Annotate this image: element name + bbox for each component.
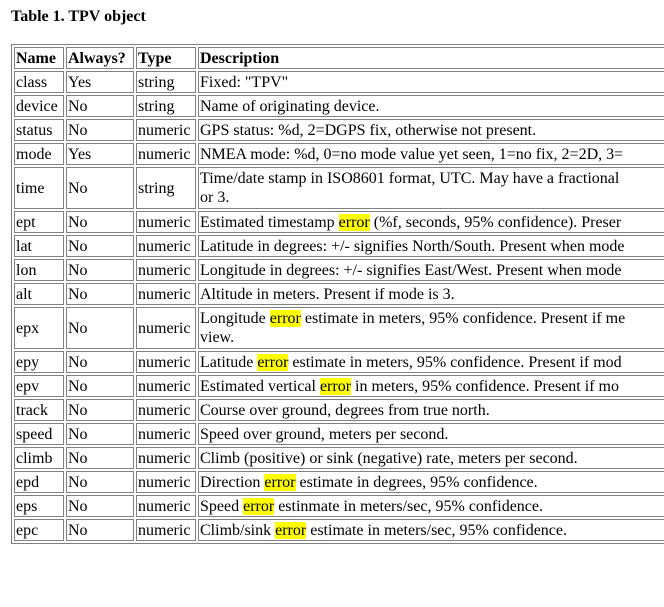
description-text: Course over ground, degrees from true north. [200, 401, 490, 419]
cell-always: No [66, 119, 134, 141]
table-row [14, 423, 664, 445]
header-always: Always? [66, 47, 134, 69]
search-highlight: error [338, 213, 370, 231]
cell-always: No [66, 235, 134, 257]
cell-type: numeric [136, 375, 196, 397]
description-text: (%f, seconds, 95% confidence). Preser [369, 213, 622, 231]
table-row [14, 259, 664, 281]
search-highlight: error [243, 497, 275, 515]
cell-type: numeric [136, 235, 196, 257]
cell-description [198, 71, 664, 93]
description-text: Direction [200, 473, 265, 491]
cell-name: ept [14, 211, 64, 233]
cell-always: No [66, 471, 134, 493]
table-row [14, 95, 664, 117]
cell-always: No [66, 259, 134, 281]
description-text: Fixed: "TPV" [200, 73, 289, 91]
table-header-row [14, 47, 664, 69]
cell-description [198, 283, 664, 305]
description-text-line2: view. [200, 329, 235, 346]
cell-always: Yes [66, 143, 134, 165]
cell-type: numeric [136, 495, 196, 517]
cell-always: No [66, 283, 134, 305]
description-text: Name of originating device. [200, 97, 380, 115]
description-text: estimate in meters/sec, 95% confidence. [306, 521, 568, 539]
cell-name: mode [14, 143, 64, 165]
header-name: Name [14, 47, 64, 69]
search-highlight: error [257, 353, 289, 371]
cell-description [198, 95, 664, 117]
cell-always: No [66, 307, 134, 349]
search-highlight: error [264, 473, 296, 491]
cell-description [198, 259, 664, 281]
cell-type: numeric [136, 119, 196, 141]
cell-description [198, 423, 664, 445]
cell-type: numeric [136, 399, 196, 421]
cell-always: No [66, 399, 134, 421]
cell-type: numeric [136, 447, 196, 469]
cell-always: No [66, 519, 134, 541]
description-text: Estimated vertical [200, 377, 320, 395]
description-text: Estimated timestamp [200, 213, 339, 231]
description-text: Longitude in degrees: +/- signifies East/West. Present when mode [200, 261, 622, 279]
cell-name: epy [14, 351, 64, 373]
cell-always: No [66, 495, 134, 517]
cell-type: numeric [136, 423, 196, 445]
description-text: GPS status: %d, 2=DGPS fix, otherwise not present. [200, 121, 537, 139]
cell-description [198, 471, 664, 493]
cell-always: No [66, 375, 134, 397]
cell-type: string [136, 95, 196, 117]
search-highlight: error [275, 521, 307, 539]
search-highlight: error [319, 377, 352, 395]
header-description: Description [198, 47, 664, 69]
cell-type: string [136, 167, 196, 209]
cell-name: track [14, 399, 64, 421]
cell-type: numeric [136, 143, 196, 165]
cell-name: epv [14, 375, 64, 397]
cell-type: numeric [136, 351, 196, 373]
cell-always: No [66, 95, 134, 117]
cell-name: device [14, 95, 64, 117]
cell-name: status [14, 119, 64, 141]
cell-description [198, 167, 664, 209]
description-text: in meters, 95% confidence. Present if mo [351, 377, 619, 395]
description-text: Latitude in degrees: +/- signifies North/South. Present when mode [200, 237, 625, 255]
cell-type: numeric [136, 307, 196, 349]
header-type: Type [136, 47, 196, 69]
cell-type: numeric [136, 259, 196, 281]
cell-name: epx [14, 307, 64, 349]
description-text: estimate in meters, 95% confidence. Present if me [300, 310, 626, 327]
cell-type: numeric [136, 283, 196, 305]
table-row [14, 307, 664, 349]
description-text: Altitude in meters. Present if mode is 3. [200, 285, 455, 303]
table-row [14, 399, 664, 421]
description-text: Speed over ground, meters per second. [200, 425, 449, 443]
table-row [14, 211, 664, 233]
description-text: Climb/sink [200, 521, 276, 539]
cell-name: epc [14, 519, 64, 541]
table-row [14, 375, 664, 397]
cell-type: numeric [136, 471, 196, 493]
cell-description [198, 307, 664, 349]
description-text: estimate in meters, 95% confidence. Present if mod [288, 353, 622, 371]
cell-name: alt [14, 283, 64, 305]
cell-description [198, 375, 664, 397]
tpv-table [11, 44, 664, 544]
table-body [14, 71, 664, 541]
cell-always: No [66, 423, 134, 445]
cell-always: No [66, 211, 134, 233]
table-row [14, 167, 664, 209]
table-caption: Table 1. TPV object [11, 8, 146, 25]
description-text: Climb (positive) or sink (negative) rate, meters per second. [200, 449, 578, 467]
cell-description [198, 447, 664, 469]
table-row [14, 283, 664, 305]
table-row [14, 519, 664, 541]
cell-name: lat [14, 235, 64, 257]
cell-description [198, 351, 664, 373]
description-text-line2: or 3. [200, 189, 230, 206]
table-row [14, 495, 664, 517]
cell-name: lon [14, 259, 64, 281]
description-text: Speed [200, 497, 244, 515]
cell-always: Yes [66, 71, 134, 93]
table-row [14, 143, 664, 165]
description-text: NMEA mode: %d, 0=no mode value yet seen, 1=no fix, 2=2D, 3= [200, 145, 624, 163]
cell-description [198, 235, 664, 257]
cell-name: speed [14, 423, 64, 445]
cell-always: No [66, 351, 134, 373]
cell-type: numeric [136, 519, 196, 541]
cell-description [198, 211, 664, 233]
cell-name: time [14, 167, 64, 209]
table-row [14, 471, 664, 493]
cell-always: No [66, 167, 134, 209]
cell-name: climb [14, 447, 64, 469]
table-row [14, 119, 664, 141]
description-text: estimate in degrees, 95% confidence. [295, 473, 538, 491]
cell-description [198, 119, 664, 141]
cell-type: numeric [136, 211, 196, 233]
description-text: Time/date stamp in ISO8601 format, UTC. May have a fractional [200, 170, 620, 187]
table-row [14, 71, 664, 93]
description-text: estinmate in meters/sec, 95% confidence. [274, 497, 543, 515]
search-highlight: error [269, 310, 301, 327]
cell-description [198, 495, 664, 517]
cell-always: No [66, 447, 134, 469]
cell-name: epd [14, 471, 64, 493]
cell-description [198, 519, 664, 541]
cell-name: eps [14, 495, 64, 517]
table-row [14, 447, 664, 469]
description-text: Latitude [200, 353, 258, 371]
description-text: Longitude [200, 310, 270, 327]
cell-name: class [14, 71, 64, 93]
table-container [11, 44, 664, 544]
cell-description [198, 143, 664, 165]
cell-type: string [136, 71, 196, 93]
cell-description [198, 399, 664, 421]
table-row [14, 235, 664, 257]
table-row [14, 351, 664, 373]
